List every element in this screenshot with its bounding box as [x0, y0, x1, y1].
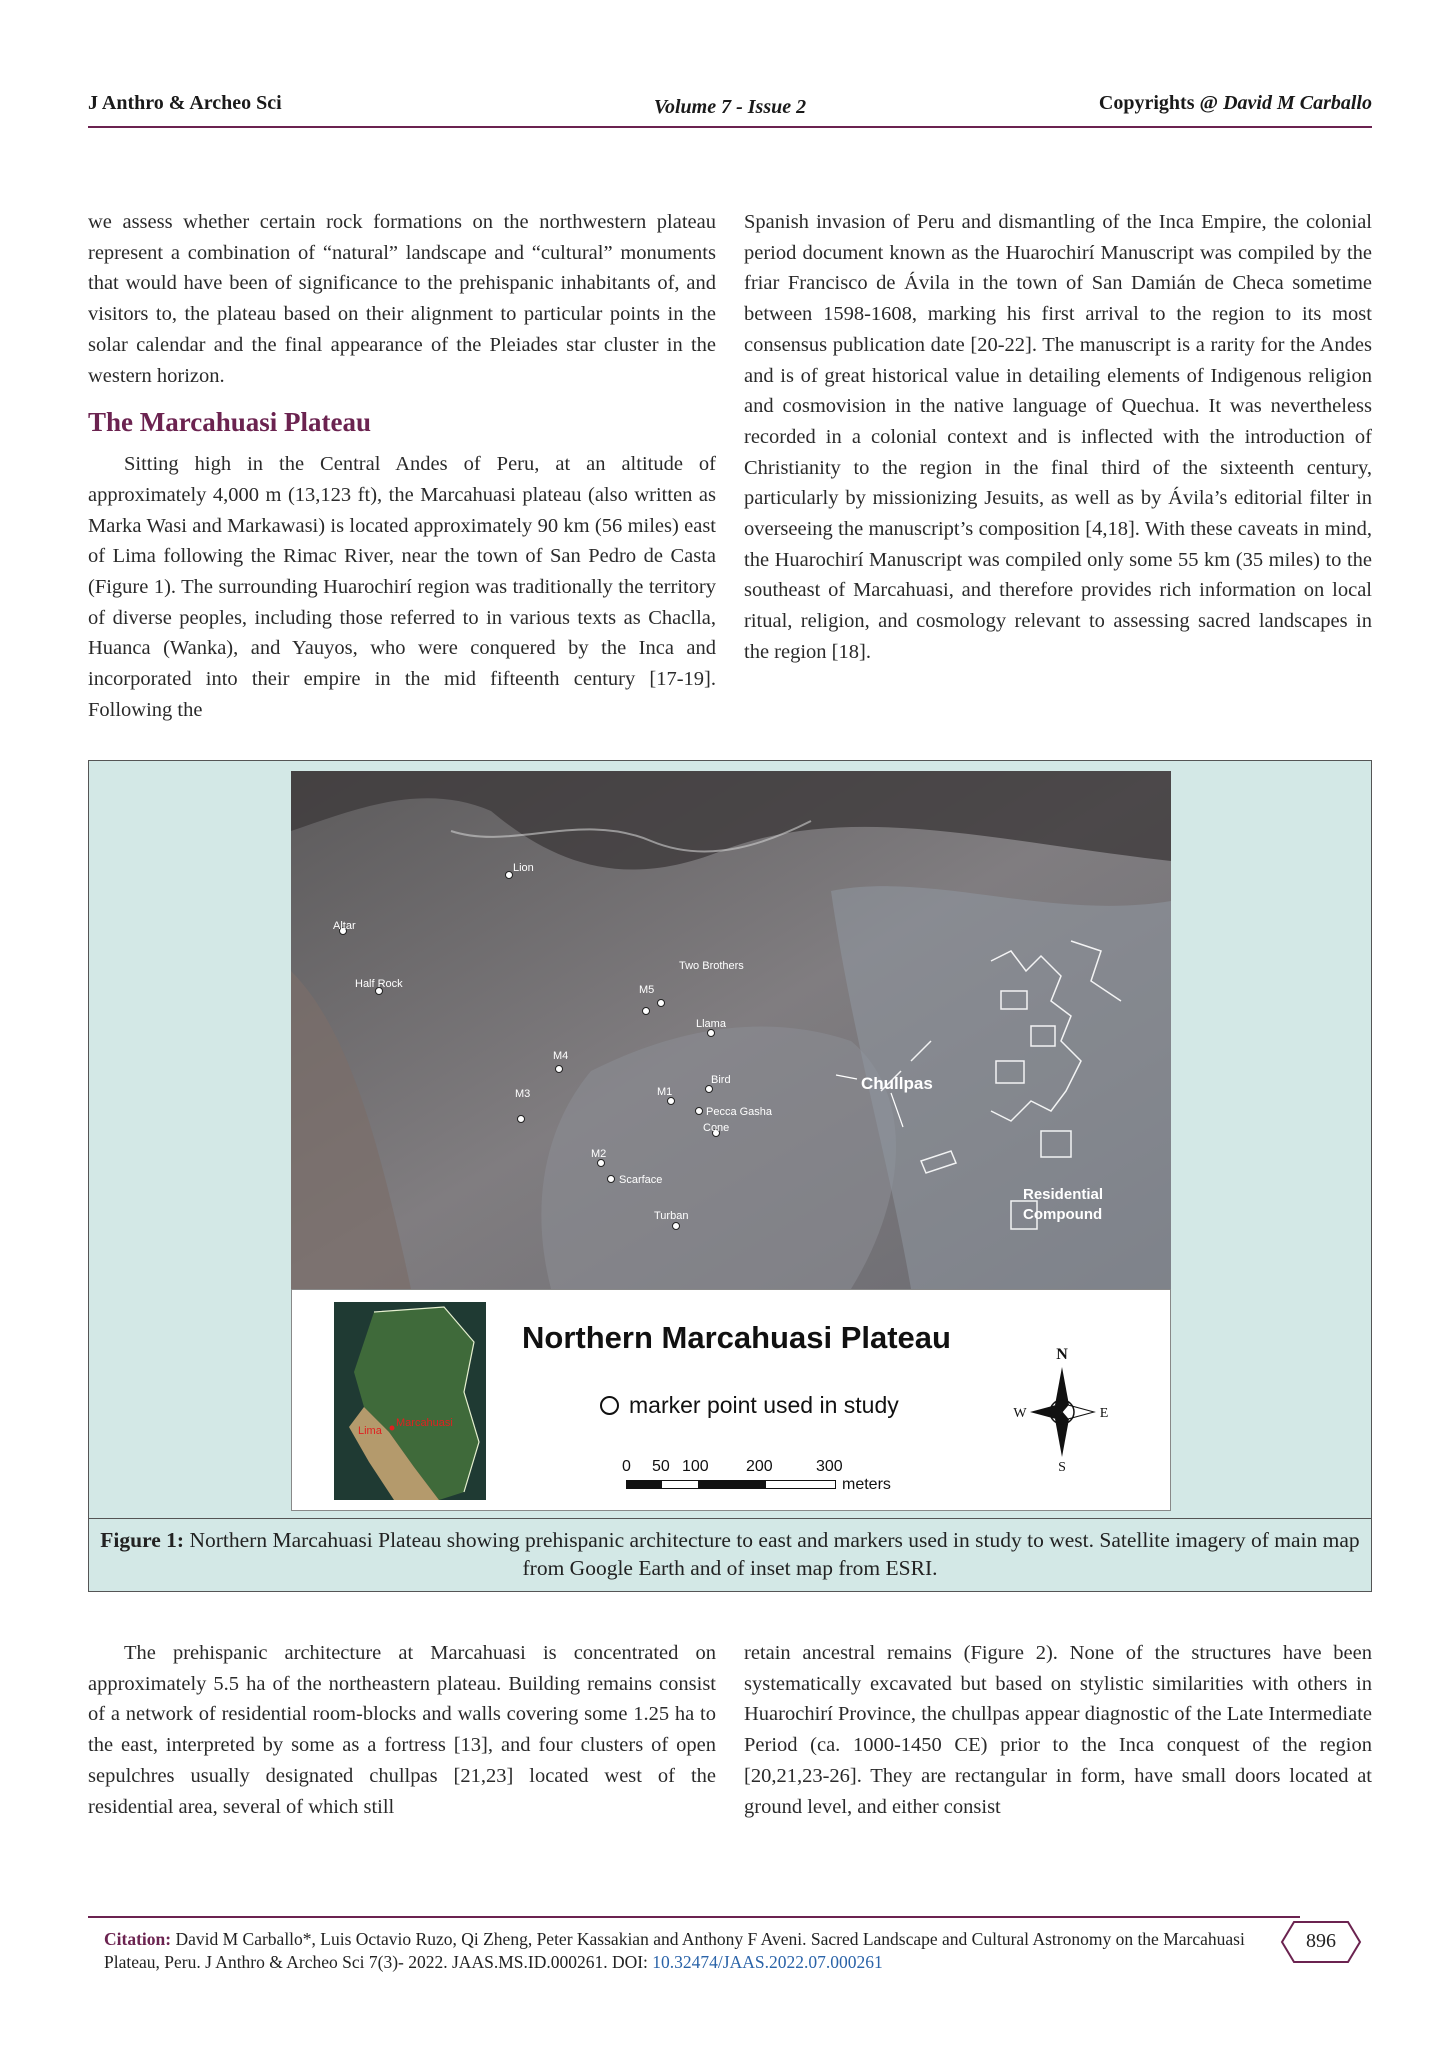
compass-rose-icon — [1012, 1345, 1112, 1475]
plateau-paragraph: Sitting high in the Central Andes of Peru, at an altitude of approximately 4,000 m (13,123 ft), the Marcahuasi plateau (also written as Marka Wasi and Markawasi) is located approximately 90 km (56 miles) east of Lima following the Rimac River, near the town of San Pedro de Casta (Figure 1). The surrounding Huarochirí region was traditionally the territory of diverse peoples, including those referred to in various texts as Chaclla, Huanca (Wanka), and Yauyos, who were conquered by the Inca and incorporated into their empire in the mid fifteenth century [17-19]. Following the — [88, 453, 716, 721]
map-label-half-rock: Half Rock — [355, 978, 403, 990]
map-label-m1: M1 — [657, 1086, 673, 1098]
map-label-turban: Turban — [654, 1210, 689, 1222]
page-header — [88, 90, 1372, 128]
page-number-badge — [1280, 1920, 1362, 1964]
scale-bar — [626, 1480, 836, 1489]
compass-n: N — [1056, 1346, 1068, 1363]
map-label-chullpas: Chullpas — [861, 1074, 933, 1093]
scale-tick-50: 50 — [652, 1458, 670, 1475]
top-right-column — [744, 207, 1372, 668]
footer-rule — [88, 1916, 1300, 1918]
map-label-residential: Residential — [1023, 1186, 1104, 1203]
compass-s: S — [1058, 1460, 1066, 1475]
map-label-bird: Bird — [711, 1074, 731, 1086]
inset-map — [334, 1302, 486, 1500]
scale-tick-100: 100 — [682, 1458, 709, 1475]
section-title: The Marcahuasi Plateau — [88, 407, 371, 438]
journal-name: J Anthro & Archeo Sci — [88, 92, 282, 114]
copyright-author: David M Carballo — [1223, 92, 1372, 114]
figure-1 — [88, 760, 1372, 1592]
bottom-left-column — [88, 1638, 716, 1822]
page-number: 896 — [1306, 1930, 1336, 1952]
marker-circle-icon — [600, 1396, 619, 1415]
scale-tick-0: 0 — [622, 1458, 631, 1475]
map-label-m3: M3 — [515, 1088, 531, 1100]
compass-e: E — [1099, 1406, 1109, 1421]
caption-text: Northern Marcahuasi Plateau showing prehispanic architecture to east and markers used in study to west. Satellite imagery of main map from Google Earth and of inset map from ESRI. — [184, 1528, 1360, 1580]
bottom-right-column — [744, 1638, 1372, 1822]
legend-title: Northern Marcahuasi Plateau — [522, 1320, 951, 1355]
scale-unit: meters — [842, 1476, 891, 1493]
manuscript-paragraph: Spanish invasion of Peru and dismantling of the Inca Empire, the colonial period document known as the Huarochirí Manuscript was compiled by the friar Francisco de Ávila in the town of San Damián de Checa sometime between 1598-1608, marking his first arrival to the region to its most consensus publication date [20-22]. The manuscript is a rarity for the Andes and is of great historical value in detailing elements of Indigenous religion and cosmovision in the native language of Quechua. It was nevertheless recorded in a colonial context and is inflected with the introduction of Christianity to the region in the final third of the sixteenth century, particularly by missionizing Jesuits, as well as by Ávila’s editorial filter in overseeing the manuscript’s composition [4,18]. With these caveats in mind, the Huarochirí Manuscript was compiled only some 55 km (35 miles) to the southeast of Marcahuasi, and therefore provides rich information on local ritual, religion, and cosmology relevant to assessing sacred landscapes in the region [18]. — [744, 211, 1372, 663]
inset-label-lima: Lima — [358, 1425, 382, 1437]
legend-marker-text: marker point used in study — [629, 1392, 899, 1418]
citation-label: Citation: — [104, 1929, 172, 1949]
map-label-pecca-gasha: Pecca Gasha — [706, 1106, 773, 1118]
copyright-prefix: Copyrights @ — [1098, 92, 1224, 114]
map-label-m5: M5 — [639, 984, 655, 996]
intro-paragraph: we assess whether certain rock formations on the northwestern plateau represent a combination of “natural” landscape and “cultural” monuments that would have been of significance to the prehispanic inhabitants of, and visitors to, the plateau based on their alignment to particular points in the solar calendar and the final appearance of the Pleiades star cluster in the western horizon. — [88, 211, 716, 387]
map-label-compound: Compound — [1023, 1206, 1103, 1223]
citation-text: David M Carballo*, Luis Octavio Ruzo, Qi Zheng, Peter Kassakian and Anthony F Aveni. Sacred Landscape and Cultural Astronomy on the Marcahuasi Plateau, Peru. J Anthro & Archeo Sci 7(3)- 2022. JAAS.MS.ID.000261. DOI: — [104, 1929, 1245, 1972]
legend-marker-entry — [600, 1392, 899, 1419]
map-label-cone: Cone — [703, 1122, 730, 1134]
map-label-lion: Lion — [513, 862, 534, 874]
map-label-altar: Altar — [333, 920, 356, 932]
caption-label: Figure 1: — [100, 1528, 185, 1552]
architecture-paragraph: The prehispanic architecture at Marcahuasi is concentrated on approximately 5.5 ha of the northeastern plateau. Building remains consist of a network of residential room-blocks and walls covering some 1.25 ha to the east, interpreted by some as a fortress [13], and four clusters of open sepulchres usually designated chullpas [21,23] located west of the residential area, several of which still — [88, 1642, 716, 1818]
scale-tick-200: 200 — [746, 1458, 773, 1475]
doi-link[interactable]: 10.32474/JAAS.2022.07.000261 — [652, 1952, 883, 1972]
satellite-map — [291, 771, 1171, 1289]
scale-ticks — [622, 1458, 882, 1476]
map-label-llama: Llama — [696, 1018, 726, 1030]
map-label-m2: M2 — [591, 1148, 607, 1160]
compass-w: W — [1013, 1406, 1027, 1421]
chullpas-paragraph: retain ancestral remains (Figure 2). None of the structures have been systematically excavated but based on stylistic similarities with others in Huarochirí Province, the chullpas appear diagnostic of the Late Intermediate Period (ca. 1000-1450 CE) prior to the Inca conquest of the region [20,21,23-26]. They are rectangular in form, have small doors located at ground level, and either consist — [744, 1642, 1372, 1818]
inset-map-image — [334, 1302, 486, 1500]
inset-label-marcahuasi: Marcahuasi — [396, 1417, 453, 1429]
figure-caption — [89, 1518, 1371, 1590]
map-legend — [291, 1289, 1171, 1511]
top-left-column — [88, 207, 716, 726]
page-footer — [88, 1912, 1372, 1976]
map-label-m4: M4 — [553, 1050, 569, 1062]
copyright — [1099, 92, 1372, 115]
citation — [104, 1928, 1254, 1974]
map-label-scarface: Scarface — [619, 1174, 663, 1186]
satellite-image — [291, 771, 1171, 1289]
scale-tick-300: 300 — [816, 1458, 843, 1475]
map-label-two-brothers: Two Brothers — [679, 960, 744, 972]
volume-issue: Volume 7 - Issue 2 — [653, 96, 807, 118]
